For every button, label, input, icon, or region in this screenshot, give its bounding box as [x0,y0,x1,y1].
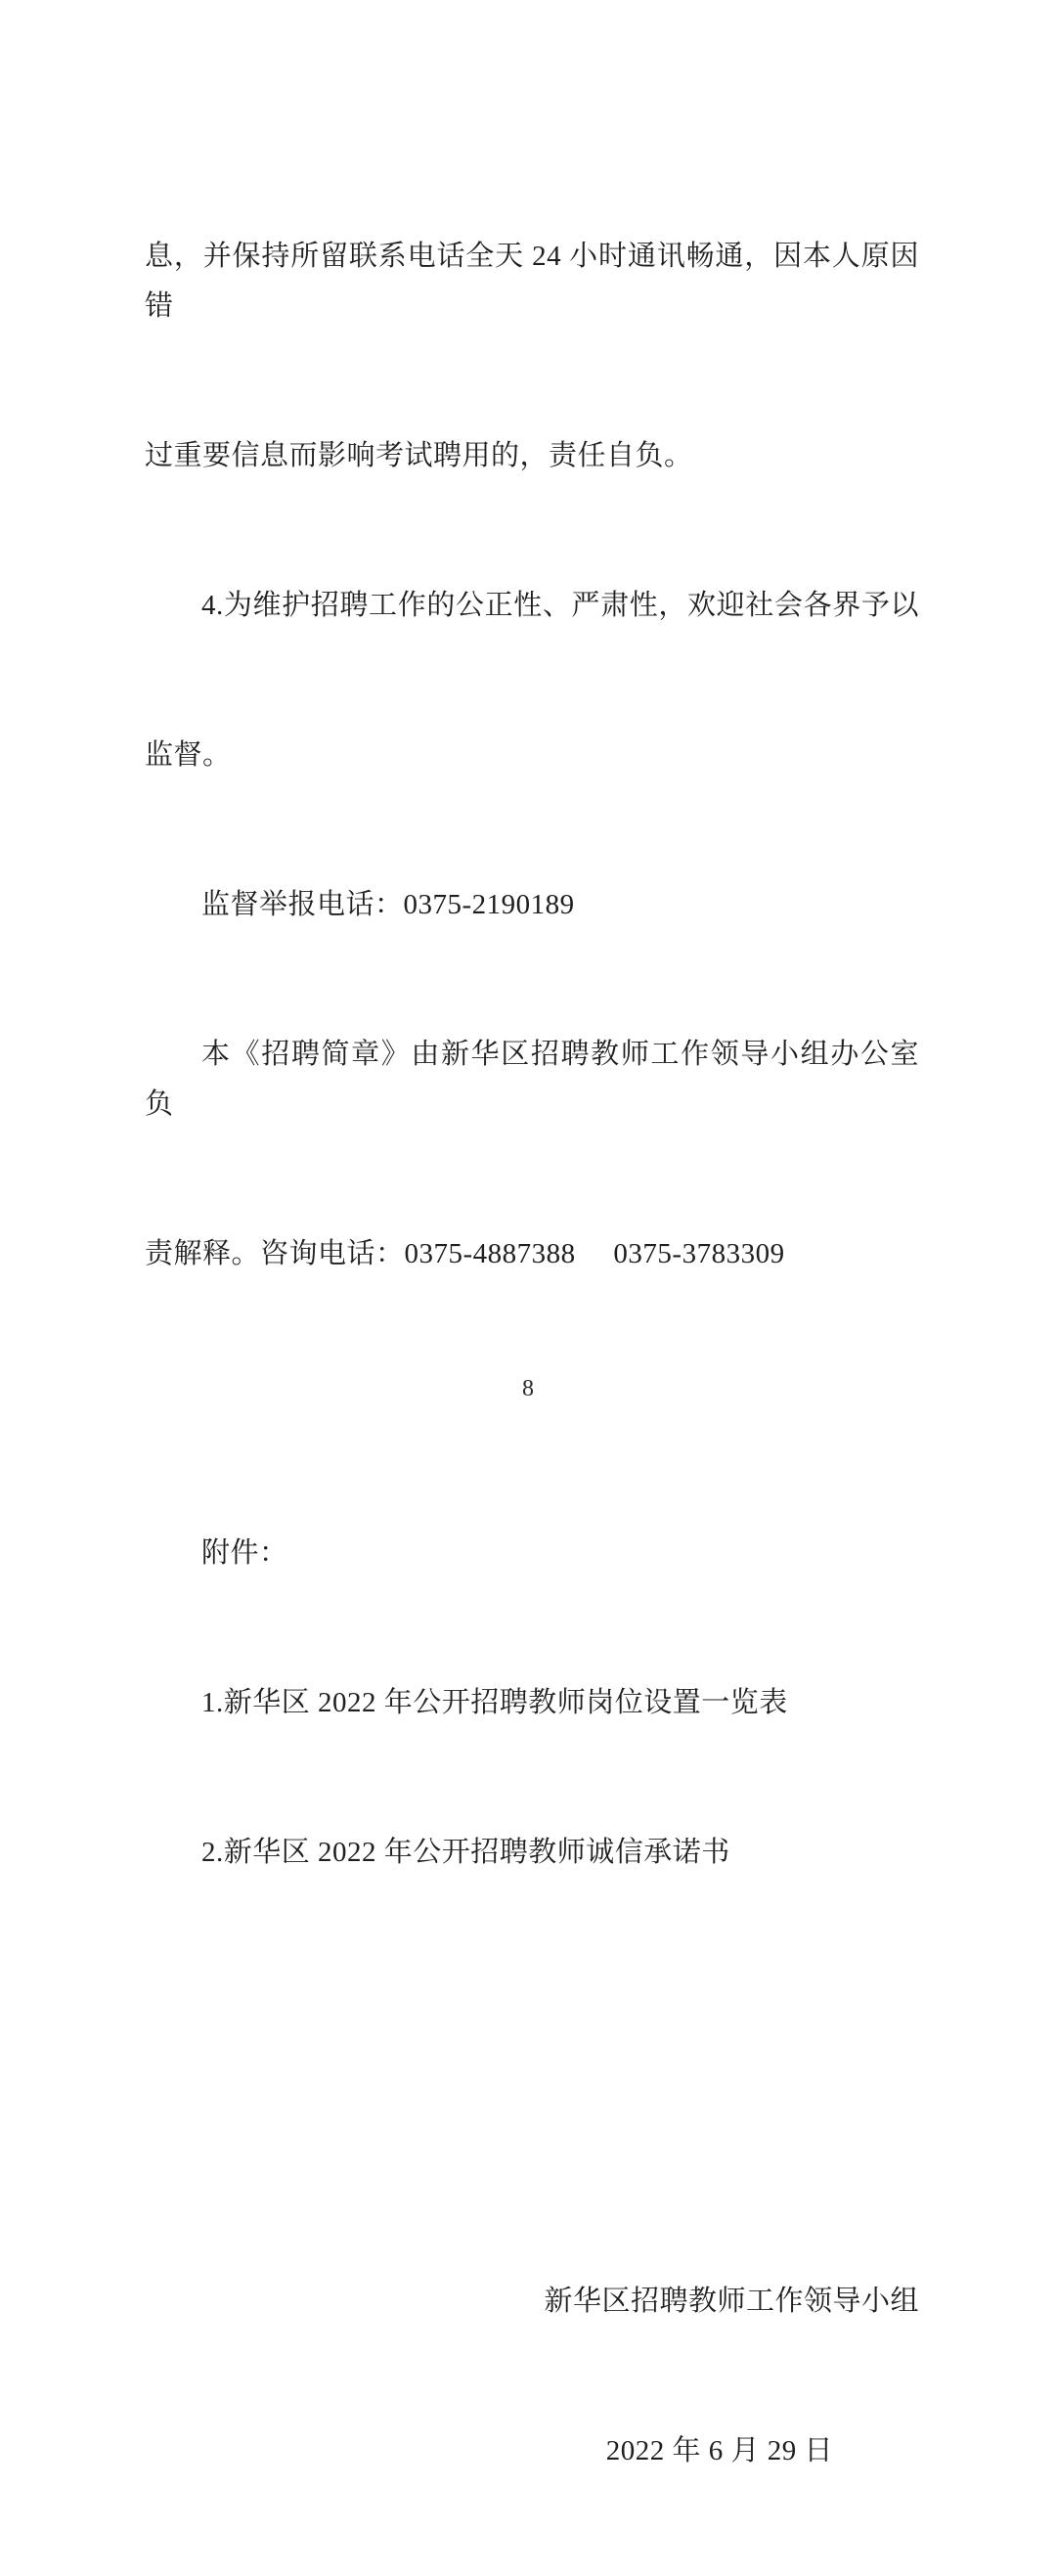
page-number: 8 [522,1376,534,1401]
blank-line [145,1977,919,2027]
report-phone-line: 监督举报电话：0375-2190189 [201,889,575,920]
signature-date: 2022 年 6 月 29 日 [605,2435,833,2466]
body-line: 过重要信息而影响考试聘用的，责任自负。 [145,440,693,471]
body-line: 息，并保持所留联系电话全天 24 小时通讯畅通，因本人原因错 [145,241,919,322]
attachment-item-2: 2.新华区 2022 年公开招聘教师诚信承诺书 [201,1837,730,1868]
signature-org: 新华区招聘教师工作领导小组 [544,2286,919,2317]
attachments-heading: 附件： [201,1537,288,1569]
document-body [145,132,919,2576]
body-line: 监督。 [145,739,232,771]
body-line: 本《招聘简章》由新华区招聘教师工作领导小组办公室负 [145,1039,919,1120]
body-line: 4.为维护招聘工作的公正性、严肃性，欢迎社会各界予以 [201,590,919,621]
blank-line [145,2127,919,2177]
attachment-item-1: 1.新华区 2022 年公开招聘教师岗位设置一览表 [201,1687,788,1718]
inquiry-phone-line: 责解释。咨询电话：0375-4887388 0375-3783309 [145,1238,785,1269]
page-footer [0,1375,1056,1402]
